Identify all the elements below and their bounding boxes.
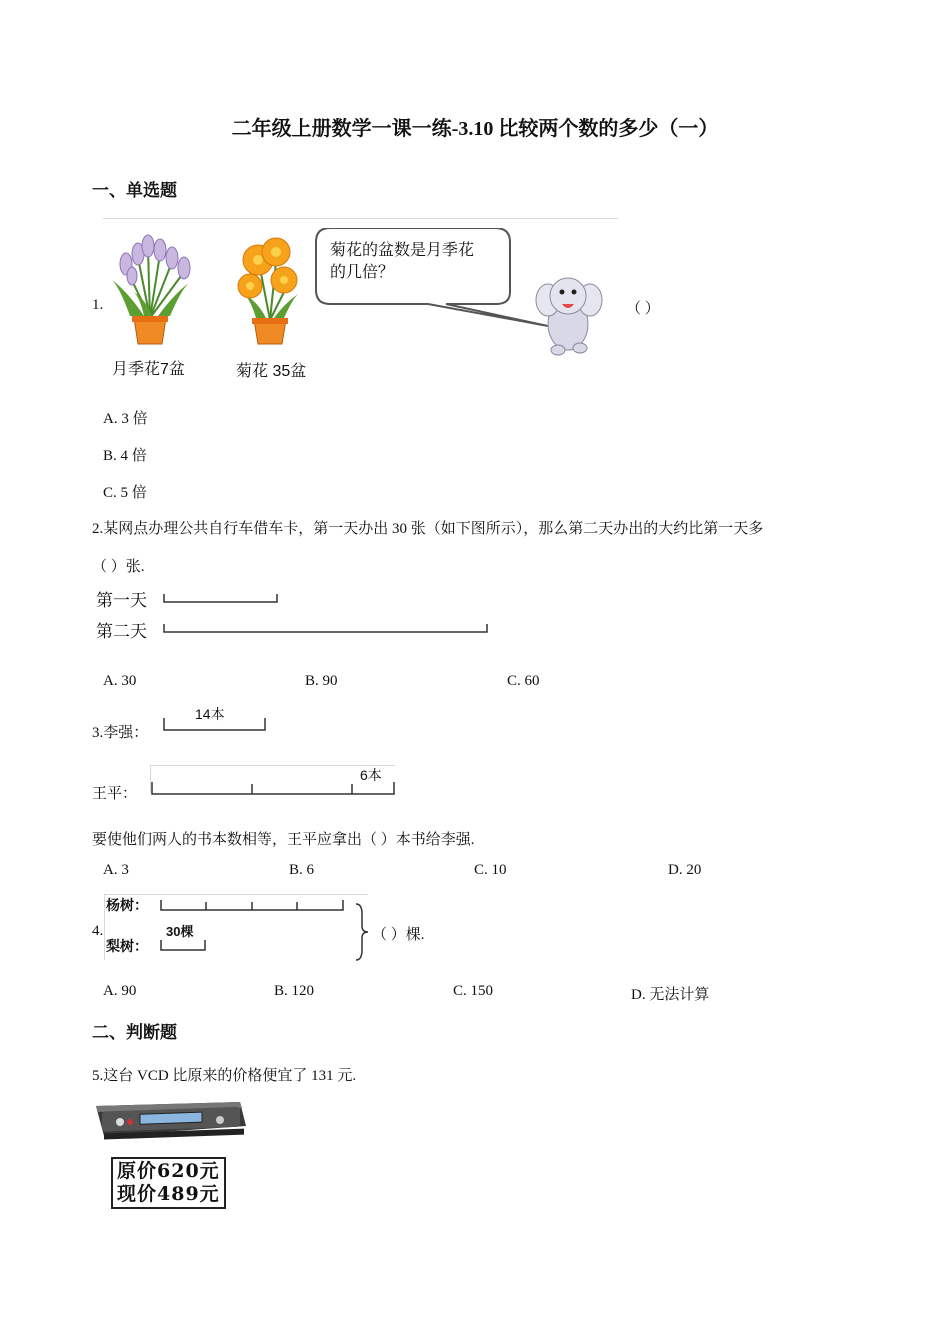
q3-option-a[interactable]: A. 3 bbox=[103, 862, 129, 878]
question-3-text: 要使他们两人的书本数相等，王平应拿出（ ）本书给李强. bbox=[92, 832, 475, 848]
divider bbox=[150, 765, 395, 766]
rose-label: 月季花7盆 bbox=[112, 361, 185, 378]
question-3-prefix: 3.李强： bbox=[92, 725, 149, 741]
wang-ping-label: 6本 bbox=[360, 767, 382, 783]
day-segment-diagram bbox=[160, 590, 500, 640]
q3-option-c[interactable]: C. 10 bbox=[474, 862, 507, 878]
section-heading-true-false: 二、判断题 bbox=[92, 1023, 177, 1042]
wang-ping-segment bbox=[148, 780, 400, 800]
question-5-text: 5.这台 VCD 比原来的价格便宜了 131 元. bbox=[92, 1068, 357, 1084]
day1-label: 第一天 bbox=[96, 591, 147, 610]
elephant-image bbox=[536, 278, 602, 355]
divider bbox=[104, 894, 105, 960]
chrysanthemum-label: 菊花 35盆 bbox=[236, 363, 307, 380]
section-heading-single-choice: 一、单选题 bbox=[92, 181, 177, 200]
question-1-blank: （ ） bbox=[626, 301, 660, 317]
q4-option-d[interactable]: D. 无法计算 bbox=[631, 987, 710, 1003]
original-price: 原价620元 bbox=[117, 1160, 220, 1182]
q2-option-b[interactable]: B. 90 bbox=[305, 673, 338, 689]
q2-option-c[interactable]: C. 60 bbox=[507, 673, 540, 689]
rose-pot-image bbox=[112, 235, 190, 344]
day1-segment bbox=[164, 594, 277, 602]
q1-option-a[interactable]: A. 3 倍 bbox=[103, 411, 148, 427]
q1-option-c[interactable]: C. 5 倍 bbox=[103, 485, 147, 501]
q2-option-a[interactable]: A. 30 bbox=[103, 673, 137, 689]
question-2-text-line1: 2.某网点办理公共自行车借车卡，第一天办出 30 张（如下图所示），那么第二天办出的大约比第一天多 bbox=[92, 521, 764, 537]
current-price: 现价489元 bbox=[117, 1183, 220, 1205]
question-2-text-line2: （ ）张. bbox=[92, 559, 145, 575]
right-brace bbox=[352, 902, 372, 962]
page-title: 二年级上册数学一课一练-3.10 比较两个数的多少（一） bbox=[231, 118, 719, 140]
bubble-line-2: 的几倍？ bbox=[330, 264, 395, 281]
day2-label: 第二天 bbox=[96, 622, 147, 641]
q3-option-d[interactable]: D. 20 bbox=[668, 862, 702, 878]
pear-label: 梨树： bbox=[106, 938, 148, 954]
chrysanthemum-pot-image bbox=[238, 238, 298, 344]
question-1-number: 1. bbox=[92, 297, 104, 313]
bubble-line-1: 菊花的盆数是月季花 bbox=[330, 242, 475, 259]
question-4-blank: （ ）棵. bbox=[372, 927, 425, 943]
q4-option-b[interactable]: B. 120 bbox=[274, 983, 315, 999]
pear-count-label: 30棵 bbox=[166, 924, 194, 939]
speech-bubble-text bbox=[330, 240, 474, 284]
q4-option-a[interactable]: A. 90 bbox=[103, 983, 137, 999]
day2-segment bbox=[164, 624, 487, 632]
wang-ping-prefix: 王平： bbox=[92, 786, 138, 802]
price-sign bbox=[111, 1157, 226, 1209]
vcd-player-image bbox=[90, 1096, 250, 1146]
q1-option-b[interactable]: B. 4 倍 bbox=[103, 448, 147, 464]
q3-option-b[interactable]: B. 6 bbox=[289, 862, 315, 878]
poplar-segment bbox=[158, 898, 348, 916]
divider bbox=[103, 218, 618, 219]
li-qiang-label: 14本 bbox=[195, 706, 225, 722]
q4-option-c[interactable]: C. 150 bbox=[453, 983, 494, 999]
li-qiang-segment bbox=[160, 716, 270, 736]
pear-segment bbox=[158, 938, 210, 956]
question-4-number: 4. bbox=[92, 923, 104, 939]
poplar-label: 杨树： bbox=[106, 897, 148, 913]
